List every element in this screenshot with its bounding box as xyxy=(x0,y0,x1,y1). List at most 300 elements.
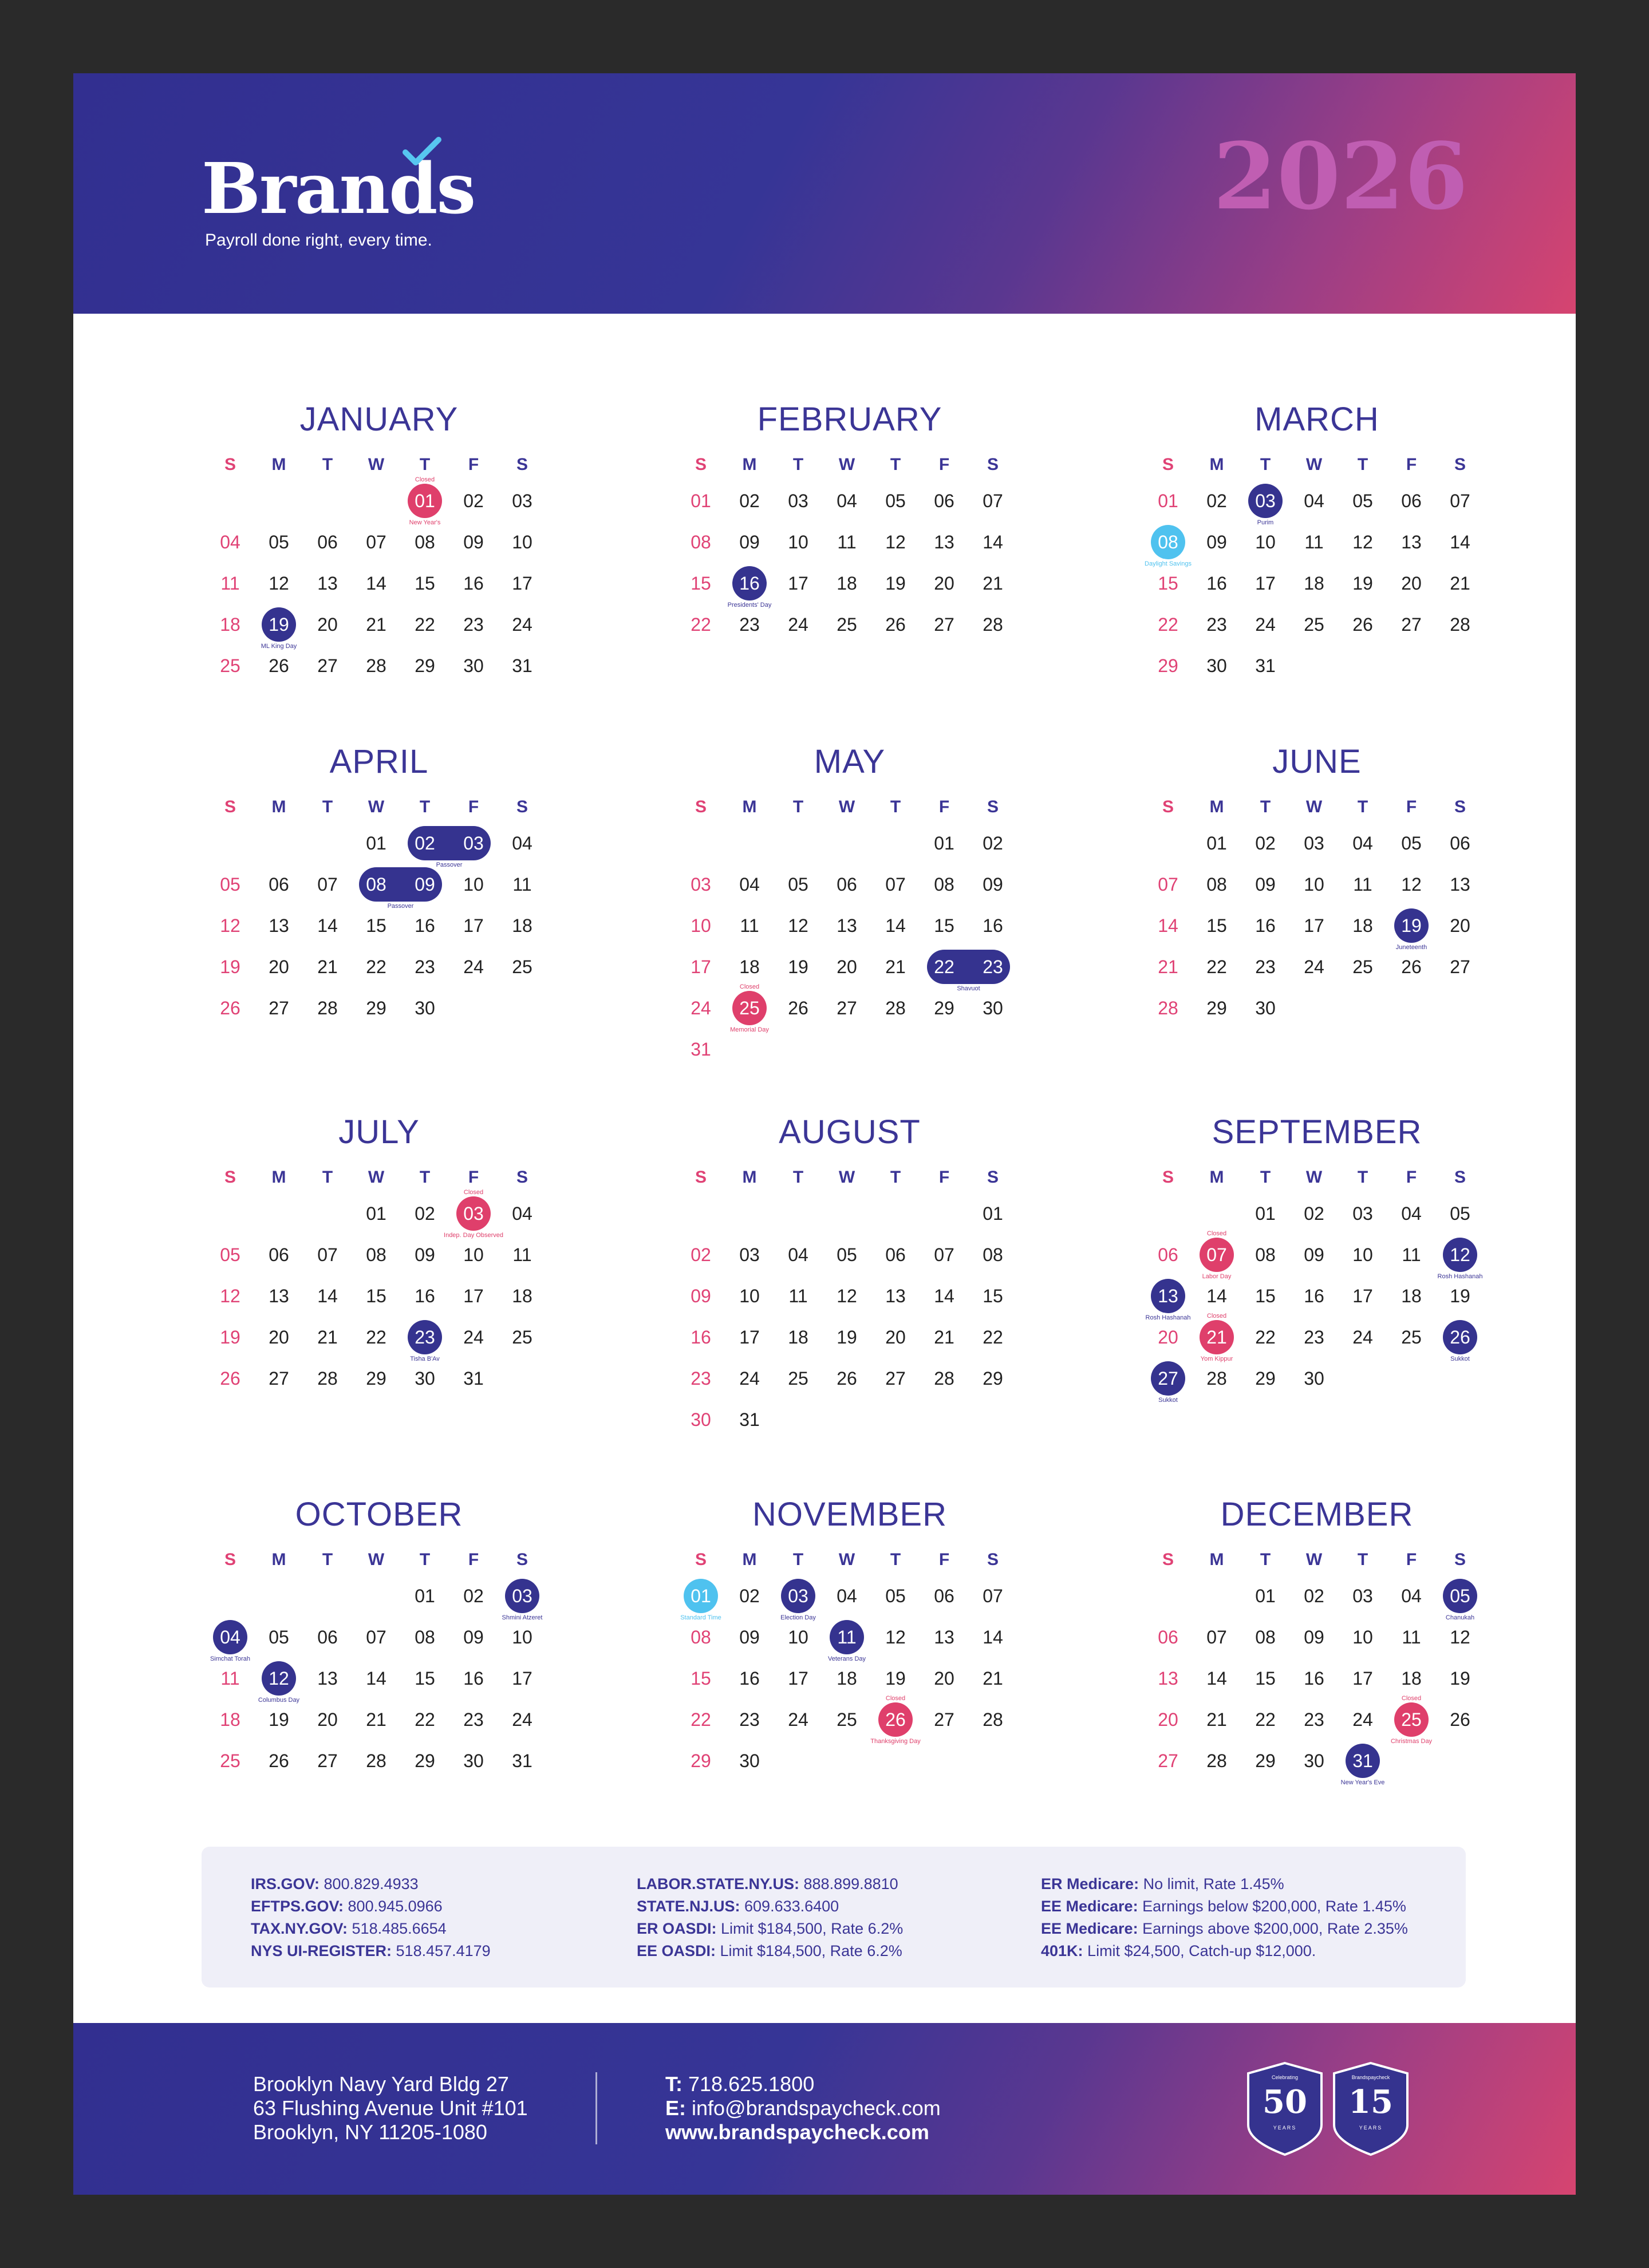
calendar-day[interactable]: 18 xyxy=(220,614,240,635)
calendar-day[interactable]: 05 xyxy=(220,874,240,895)
calendar-day[interactable]: 07 xyxy=(366,532,386,552)
calendar-day[interactable]: 11 xyxy=(220,573,240,594)
calendar-day[interactable]: 06 xyxy=(1158,1244,1178,1265)
calendar-day[interactable]: 12 xyxy=(1352,532,1373,552)
calendar-day[interactable]: 29 xyxy=(934,998,954,1018)
calendar-day[interactable]: 21 xyxy=(885,957,906,977)
calendar-day[interactable]: 13 xyxy=(837,915,857,936)
calendar-day[interactable]: 22 xyxy=(1255,1709,1276,1730)
calendar-day[interactable]: 15 xyxy=(1206,915,1227,936)
calendar-day[interactable]: 21 xyxy=(934,1327,954,1348)
calendar-day[interactable]: 18 xyxy=(512,1286,532,1306)
calendar-day[interactable]: 23 xyxy=(1304,1709,1324,1730)
calendar-day[interactable]: 05 xyxy=(1450,1586,1470,1606)
calendar-day[interactable]: 17 xyxy=(1352,1286,1373,1306)
calendar-day[interactable]: 01 xyxy=(691,1586,711,1606)
calendar-day[interactable]: 30 xyxy=(415,998,435,1018)
email-line[interactable] xyxy=(665,2096,941,2120)
calendar-day[interactable]: 03 xyxy=(739,1244,760,1265)
calendar-day[interactable]: 15 xyxy=(415,573,435,594)
calendar-day[interactable]: 12 xyxy=(885,1627,906,1647)
calendar-day[interactable]: 29 xyxy=(983,1368,1003,1389)
calendar-day[interactable]: 22 xyxy=(1206,957,1227,977)
calendar-day[interactable]: 01 xyxy=(691,491,711,511)
calendar-day[interactable]: 16 xyxy=(463,1668,484,1689)
calendar-day[interactable]: 18 xyxy=(220,1709,240,1730)
calendar-day[interactable]: 16 xyxy=(1206,573,1227,594)
calendar-day[interactable]: 26 xyxy=(885,1709,906,1730)
calendar-day[interactable]: 10 xyxy=(788,532,808,552)
calendar-day[interactable]: 25 xyxy=(512,1327,532,1348)
calendar-day[interactable]: 06 xyxy=(269,874,289,895)
calendar-day[interactable]: 15 xyxy=(366,915,386,936)
calendar-day[interactable]: 10 xyxy=(739,1286,760,1306)
calendar-day[interactable]: 14 xyxy=(1206,1286,1227,1306)
calendar-day[interactable]: 01 xyxy=(415,1586,435,1606)
calendar-day[interactable]: 21 xyxy=(983,1668,1003,1689)
calendar-day[interactable]: 09 xyxy=(1304,1244,1324,1265)
calendar-day[interactable]: 09 xyxy=(739,1627,760,1647)
calendar-day[interactable]: 07 xyxy=(1158,874,1178,895)
calendar-day[interactable]: 31 xyxy=(512,1751,532,1771)
calendar-day[interactable]: 02 xyxy=(1304,1203,1324,1224)
calendar-day[interactable]: 08 xyxy=(1206,874,1227,895)
calendar-day[interactable]: 15 xyxy=(415,1668,435,1689)
calendar-day[interactable]: 12 xyxy=(1401,874,1422,895)
calendar-day[interactable]: 02 xyxy=(415,833,435,854)
calendar-day[interactable]: 11 xyxy=(788,1286,808,1306)
calendar-day[interactable]: 23 xyxy=(1206,614,1227,635)
calendar-day[interactable]: 01 xyxy=(1255,1586,1276,1606)
calendar-day[interactable]: 26 xyxy=(837,1368,857,1389)
calendar-day[interactable]: 04 xyxy=(1401,1586,1422,1606)
calendar-day[interactable]: 02 xyxy=(415,1203,435,1224)
calendar-day[interactable]: 11 xyxy=(220,1668,240,1689)
calendar-day[interactable]: 06 xyxy=(317,532,338,552)
calendar-day[interactable]: 03 xyxy=(512,491,532,511)
calendar-day[interactable]: 24 xyxy=(739,1368,760,1389)
calendar-day[interactable]: 27 xyxy=(1401,614,1422,635)
calendar-day[interactable]: 03 xyxy=(788,491,808,511)
calendar-day[interactable]: 16 xyxy=(1304,1286,1324,1306)
calendar-day[interactable]: 05 xyxy=(885,491,906,511)
calendar-day[interactable]: 09 xyxy=(463,532,484,552)
calendar-day[interactable]: 09 xyxy=(983,874,1003,895)
calendar-day[interactable]: 07 xyxy=(317,1244,338,1265)
calendar-day[interactable]: 28 xyxy=(317,1368,338,1389)
calendar-day[interactable]: 23 xyxy=(463,614,484,635)
calendar-day[interactable]: 28 xyxy=(934,1368,954,1389)
calendar-day[interactable]: 18 xyxy=(1352,915,1373,936)
calendar-day[interactable]: 28 xyxy=(885,998,906,1018)
calendar-day[interactable]: 24 xyxy=(463,957,484,977)
calendar-day[interactable]: 19 xyxy=(1450,1668,1470,1689)
calendar-day[interactable]: 01 xyxy=(983,1203,1003,1224)
calendar-day[interactable]: 03 xyxy=(1255,491,1276,511)
calendar-day[interactable]: 17 xyxy=(512,573,532,594)
calendar-day[interactable]: 31 xyxy=(1352,1751,1373,1771)
calendar-day[interactable]: 20 xyxy=(1158,1327,1178,1348)
calendar-day[interactable]: 26 xyxy=(885,614,906,635)
calendar-day[interactable]: 10 xyxy=(463,1244,484,1265)
calendar-day[interactable]: 15 xyxy=(934,915,954,936)
calendar-day[interactable]: 03 xyxy=(1352,1586,1373,1606)
calendar-day[interactable]: 14 xyxy=(366,1668,386,1689)
calendar-day[interactable]: 06 xyxy=(885,1244,906,1265)
calendar-day[interactable]: 20 xyxy=(1401,573,1422,594)
calendar-day[interactable]: 27 xyxy=(317,1751,338,1771)
calendar-day[interactable]: 04 xyxy=(1352,833,1373,854)
calendar-day[interactable]: 17 xyxy=(1304,915,1324,936)
calendar-day[interactable]: 31 xyxy=(1255,655,1276,676)
calendar-day[interactable]: 05 xyxy=(1450,1203,1470,1224)
website-link[interactable]: www.brandspaycheck.com xyxy=(665,2120,929,2144)
calendar-day[interactable]: 08 xyxy=(1255,1244,1276,1265)
calendar-day[interactable]: 25 xyxy=(1401,1327,1422,1348)
calendar-day[interactable]: 11 xyxy=(1402,1627,1421,1647)
calendar-day[interactable]: 25 xyxy=(1304,614,1324,635)
calendar-day[interactable]: 30 xyxy=(1255,998,1276,1018)
calendar-day[interactable]: 25 xyxy=(739,998,760,1018)
calendar-day[interactable]: 21 xyxy=(1450,573,1470,594)
calendar-day[interactable]: 27 xyxy=(269,998,289,1018)
calendar-day[interactable]: 10 xyxy=(1352,1627,1373,1647)
calendar-day[interactable]: 04 xyxy=(512,1203,532,1224)
calendar-day[interactable]: 02 xyxy=(983,833,1003,854)
calendar-day[interactable]: 21 xyxy=(317,957,338,977)
calendar-day[interactable]: 24 xyxy=(788,614,808,635)
calendar-day[interactable]: 18 xyxy=(1401,1286,1422,1306)
calendar-day[interactable]: 21 xyxy=(1206,1709,1227,1730)
calendar-day[interactable]: 17 xyxy=(788,1668,808,1689)
calendar-day[interactable]: 11 xyxy=(512,874,532,895)
calendar-day[interactable]: 29 xyxy=(366,1368,386,1389)
calendar-day[interactable]: 24 xyxy=(691,998,711,1018)
calendar-day[interactable]: 15 xyxy=(691,573,711,594)
calendar-day[interactable]: 12 xyxy=(1450,1244,1470,1265)
calendar-day[interactable]: 08 xyxy=(691,1627,711,1647)
calendar-day[interactable]: 22 xyxy=(691,1709,711,1730)
calendar-day[interactable]: 30 xyxy=(983,998,1003,1018)
calendar-day[interactable]: 19 xyxy=(1352,573,1373,594)
calendar-day[interactable]: 12 xyxy=(269,1668,289,1689)
calendar-day[interactable]: 21 xyxy=(983,573,1003,594)
calendar-day[interactable]: 01 xyxy=(1158,491,1178,511)
calendar-day[interactable]: 22 xyxy=(1255,1327,1276,1348)
calendar-day[interactable]: 19 xyxy=(269,614,289,635)
calendar-day[interactable]: 02 xyxy=(463,491,484,511)
calendar-day[interactable]: 15 xyxy=(983,1286,1003,1306)
calendar-day[interactable]: 10 xyxy=(691,915,711,936)
calendar-day[interactable]: 02 xyxy=(1255,833,1276,854)
calendar-day[interactable]: 07 xyxy=(1206,1627,1227,1647)
calendar-day[interactable]: 02 xyxy=(691,1244,711,1265)
calendar-day[interactable]: 31 xyxy=(512,655,532,676)
calendar-day[interactable]: 20 xyxy=(269,1327,289,1348)
calendar-day[interactable]: 03 xyxy=(691,874,711,895)
calendar-day[interactable]: 19 xyxy=(837,1327,857,1348)
calendar-day[interactable]: 09 xyxy=(1304,1627,1324,1647)
calendar-day[interactable]: 13 xyxy=(317,573,338,594)
calendar-day[interactable]: 24 xyxy=(1304,957,1324,977)
calendar-day[interactable]: 23 xyxy=(1304,1327,1324,1348)
calendar-day[interactable]: 02 xyxy=(739,1586,760,1606)
calendar-day[interactable]: 22 xyxy=(415,1709,435,1730)
calendar-day[interactable]: 17 xyxy=(739,1327,760,1348)
calendar-day[interactable]: 02 xyxy=(739,491,760,511)
calendar-day[interactable]: 02 xyxy=(1304,1586,1324,1606)
calendar-day[interactable]: 15 xyxy=(1255,1286,1276,1306)
calendar-day[interactable]: 25 xyxy=(788,1368,808,1389)
calendar-day[interactable]: 13 xyxy=(1401,532,1422,552)
calendar-day[interactable]: 02 xyxy=(1206,491,1227,511)
calendar-day[interactable]: 01 xyxy=(366,833,386,854)
calendar-day[interactable]: 13 xyxy=(269,915,289,936)
calendar-day[interactable]: 19 xyxy=(269,1709,289,1730)
calendar-day[interactable]: 06 xyxy=(837,874,857,895)
calendar-day[interactable]: 07 xyxy=(885,874,906,895)
calendar-day[interactable]: 28 xyxy=(366,1751,386,1771)
calendar-day[interactable]: 28 xyxy=(1206,1368,1227,1389)
calendar-day[interactable]: 04 xyxy=(1304,491,1324,511)
calendar-day[interactable]: 27 xyxy=(837,998,857,1018)
calendar-day[interactable]: 19 xyxy=(1450,1286,1470,1306)
calendar-day[interactable]: 13 xyxy=(1450,874,1470,895)
calendar-day[interactable]: 12 xyxy=(220,1286,240,1306)
calendar-day[interactable]: 20 xyxy=(317,1709,338,1730)
calendar-day[interactable]: 30 xyxy=(463,655,484,676)
calendar-day[interactable]: 09 xyxy=(739,532,760,552)
calendar-day[interactable]: 06 xyxy=(1401,491,1422,511)
calendar-day[interactable]: 08 xyxy=(1158,532,1178,552)
calendar-day[interactable]: 19 xyxy=(885,1668,906,1689)
calendar-day[interactable]: 25 xyxy=(1352,957,1373,977)
calendar-day[interactable]: 10 xyxy=(1304,874,1324,895)
calendar-day[interactable]: 10 xyxy=(512,532,532,552)
calendar-day[interactable]: 20 xyxy=(934,1668,954,1689)
calendar-day[interactable]: 29 xyxy=(366,998,386,1018)
calendar-day[interactable]: 22 xyxy=(983,1327,1003,1348)
calendar-day[interactable]: 30 xyxy=(415,1368,435,1389)
calendar-day[interactable]: 05 xyxy=(1352,491,1373,511)
calendar-day[interactable]: 23 xyxy=(983,957,1003,977)
calendar-day[interactable]: 11 xyxy=(1304,532,1324,552)
calendar-day[interactable]: 29 xyxy=(691,1751,711,1771)
calendar-day[interactable]: 24 xyxy=(512,1709,532,1730)
calendar-day[interactable]: 14 xyxy=(1206,1668,1227,1689)
calendar-day[interactable]: 08 xyxy=(366,1244,386,1265)
calendar-day[interactable]: 24 xyxy=(788,1709,808,1730)
calendar-day[interactable]: 27 xyxy=(317,655,338,676)
calendar-day[interactable]: 31 xyxy=(691,1039,711,1060)
calendar-day[interactable]: 22 xyxy=(691,614,711,635)
calendar-day[interactable]: 12 xyxy=(269,573,289,594)
calendar-day[interactable]: 07 xyxy=(934,1244,954,1265)
calendar-day[interactable]: 06 xyxy=(1450,833,1470,854)
calendar-day[interactable]: 11 xyxy=(1402,1244,1421,1265)
calendar-day[interactable]: 14 xyxy=(1450,532,1470,552)
calendar-day[interactable]: 14 xyxy=(885,915,906,936)
calendar-day[interactable]: 03 xyxy=(512,1586,532,1606)
calendar-day[interactable]: 04 xyxy=(837,1586,857,1606)
calendar-day[interactable]: 31 xyxy=(739,1409,760,1430)
calendar-day[interactable]: 05 xyxy=(269,1627,289,1647)
calendar-day[interactable]: 18 xyxy=(512,915,532,936)
calendar-day[interactable]: 16 xyxy=(415,1286,435,1306)
calendar-day[interactable]: 15 xyxy=(1255,1668,1276,1689)
calendar-day[interactable]: 29 xyxy=(1158,655,1178,676)
calendar-day[interactable]: 26 xyxy=(269,1751,289,1771)
calendar-day[interactable]: 08 xyxy=(415,1627,435,1647)
calendar-day[interactable]: 28 xyxy=(366,655,386,676)
calendar-day[interactable]: 15 xyxy=(1158,573,1178,594)
calendar-day[interactable]: 24 xyxy=(1352,1709,1373,1730)
calendar-day[interactable]: 17 xyxy=(463,915,484,936)
calendar-day[interactable]: 23 xyxy=(1255,957,1276,977)
calendar-day[interactable]: 26 xyxy=(1450,1327,1470,1348)
calendar-day[interactable]: 08 xyxy=(1255,1627,1276,1647)
calendar-day[interactable]: 24 xyxy=(1255,614,1276,635)
calendar-day[interactable]: 20 xyxy=(269,957,289,977)
calendar-day[interactable]: 12 xyxy=(788,915,808,936)
calendar-day[interactable]: 04 xyxy=(1401,1203,1422,1224)
calendar-day[interactable]: 22 xyxy=(1158,614,1178,635)
calendar-day[interactable]: 16 xyxy=(1255,915,1276,936)
calendar-day[interactable]: 28 xyxy=(317,998,338,1018)
calendar-day[interactable]: 06 xyxy=(1158,1627,1178,1647)
calendar-day[interactable]: 15 xyxy=(691,1668,711,1689)
calendar-day[interactable]: 13 xyxy=(1158,1668,1178,1689)
calendar-day[interactable]: 26 xyxy=(1450,1709,1470,1730)
calendar-day[interactable]: 29 xyxy=(1255,1751,1276,1771)
calendar-day[interactable]: 04 xyxy=(739,874,760,895)
calendar-day[interactable]: 07 xyxy=(983,491,1003,511)
calendar-day[interactable]: 04 xyxy=(220,532,240,552)
calendar-day[interactable]: 30 xyxy=(1304,1368,1324,1389)
calendar-day[interactable]: 08 xyxy=(691,532,711,552)
calendar-day[interactable]: 05 xyxy=(788,874,808,895)
calendar-day[interactable]: 20 xyxy=(885,1327,906,1348)
calendar-day[interactable]: 20 xyxy=(1450,915,1470,936)
calendar-day[interactable]: 01 xyxy=(1255,1203,1276,1224)
calendar-day[interactable]: 06 xyxy=(269,1244,289,1265)
calendar-day[interactable]: 19 xyxy=(220,957,240,977)
calendar-day[interactable]: 13 xyxy=(885,1286,906,1306)
calendar-day[interactable]: 05 xyxy=(220,1244,240,1265)
calendar-day[interactable]: 18 xyxy=(837,1668,857,1689)
calendar-day[interactable]: 13 xyxy=(934,1627,954,1647)
calendar-day[interactable]: 16 xyxy=(739,1668,760,1689)
calendar-day[interactable]: 04 xyxy=(837,491,857,511)
calendar-day[interactable]: 16 xyxy=(415,915,435,936)
calendar-day[interactable]: 16 xyxy=(739,573,760,594)
calendar-day[interactable]: 04 xyxy=(788,1244,808,1265)
calendar-day[interactable]: 09 xyxy=(415,874,435,895)
calendar-day[interactable]: 13 xyxy=(317,1668,338,1689)
calendar-day[interactable]: 20 xyxy=(1158,1709,1178,1730)
calendar-day[interactable]: 03 xyxy=(1304,833,1324,854)
calendar-day[interactable]: 12 xyxy=(837,1286,857,1306)
calendar-day[interactable]: 01 xyxy=(366,1203,386,1224)
calendar-day[interactable]: 11 xyxy=(740,915,759,936)
calendar-day[interactable]: 25 xyxy=(837,614,857,635)
calendar-day[interactable]: 30 xyxy=(1304,1751,1324,1771)
calendar-day[interactable]: 11 xyxy=(837,532,857,552)
calendar-day[interactable]: 14 xyxy=(317,915,338,936)
calendar-day[interactable]: 18 xyxy=(1401,1668,1422,1689)
calendar-day[interactable]: 10 xyxy=(1255,532,1276,552)
calendar-day[interactable]: 09 xyxy=(463,1627,484,1647)
calendar-day[interactable]: 17 xyxy=(463,1286,484,1306)
calendar-day[interactable]: 09 xyxy=(1206,532,1227,552)
calendar-day[interactable]: 03 xyxy=(463,833,484,854)
calendar-day[interactable]: 26 xyxy=(220,998,240,1018)
calendar-day[interactable]: 21 xyxy=(1206,1327,1227,1348)
calendar-day[interactable]: 07 xyxy=(1450,491,1470,511)
calendar-day[interactable]: 16 xyxy=(983,915,1003,936)
calendar-day[interactable]: 23 xyxy=(463,1709,484,1730)
calendar-day[interactable]: 26 xyxy=(269,655,289,676)
calendar-day[interactable]: 07 xyxy=(983,1586,1003,1606)
calendar-day[interactable]: 22 xyxy=(366,957,386,977)
calendar-day[interactable]: 28 xyxy=(1158,998,1178,1018)
email-address[interactable]: info@brandspaycheck.com xyxy=(686,2096,941,2120)
calendar-day[interactable]: 08 xyxy=(366,874,386,895)
calendar-day[interactable]: 27 xyxy=(885,1368,906,1389)
calendar-day[interactable]: 03 xyxy=(1352,1203,1373,1224)
calendar-day[interactable]: 28 xyxy=(1206,1751,1227,1771)
calendar-day[interactable]: 18 xyxy=(739,957,760,977)
calendar-day[interactable]: 20 xyxy=(837,957,857,977)
calendar-day[interactable]: 14 xyxy=(934,1286,954,1306)
calendar-day[interactable]: 29 xyxy=(1255,1368,1276,1389)
calendar-day[interactable]: 25 xyxy=(220,1751,240,1771)
calendar-day[interactable]: 19 xyxy=(885,573,906,594)
calendar-day[interactable]: 18 xyxy=(837,573,857,594)
calendar-day[interactable]: 18 xyxy=(1304,573,1324,594)
calendar-day[interactable]: 05 xyxy=(885,1586,906,1606)
calendar-day[interactable]: 26 xyxy=(220,1368,240,1389)
calendar-day[interactable]: 14 xyxy=(366,573,386,594)
calendar-day[interactable]: 25 xyxy=(220,655,240,676)
calendar-day[interactable]: 28 xyxy=(983,1709,1003,1730)
calendar-day[interactable]: 07 xyxy=(317,874,338,895)
calendar-day[interactable]: 07 xyxy=(366,1627,386,1647)
calendar-day[interactable]: 09 xyxy=(691,1286,711,1306)
calendar-day[interactable]: 06 xyxy=(317,1627,338,1647)
calendar-day[interactable]: 30 xyxy=(1206,655,1227,676)
calendar-day[interactable]: 17 xyxy=(1255,573,1276,594)
calendar-day[interactable]: 22 xyxy=(366,1327,386,1348)
calendar-day[interactable]: 13 xyxy=(934,532,954,552)
calendar-day[interactable]: 24 xyxy=(463,1327,484,1348)
calendar-day[interactable]: 12 xyxy=(885,532,906,552)
calendar-day[interactable]: 01 xyxy=(934,833,954,854)
calendar-day[interactable]: 27 xyxy=(1158,1368,1178,1389)
calendar-day[interactable]: 27 xyxy=(1158,1751,1178,1771)
calendar-day[interactable]: 28 xyxy=(1450,614,1470,635)
calendar-day[interactable]: 09 xyxy=(415,1244,435,1265)
calendar-day[interactable]: 25 xyxy=(512,957,532,977)
calendar-day[interactable]: 24 xyxy=(512,614,532,635)
calendar-day[interactable]: 25 xyxy=(1401,1709,1422,1730)
calendar-day[interactable]: 13 xyxy=(269,1286,289,1306)
calendar-day[interactable]: 16 xyxy=(463,573,484,594)
calendar-day[interactable]: 05 xyxy=(1401,833,1422,854)
calendar-day[interactable]: 18 xyxy=(788,1327,808,1348)
calendar-day[interactable]: 25 xyxy=(837,1709,857,1730)
calendar-day[interactable]: 20 xyxy=(317,614,338,635)
